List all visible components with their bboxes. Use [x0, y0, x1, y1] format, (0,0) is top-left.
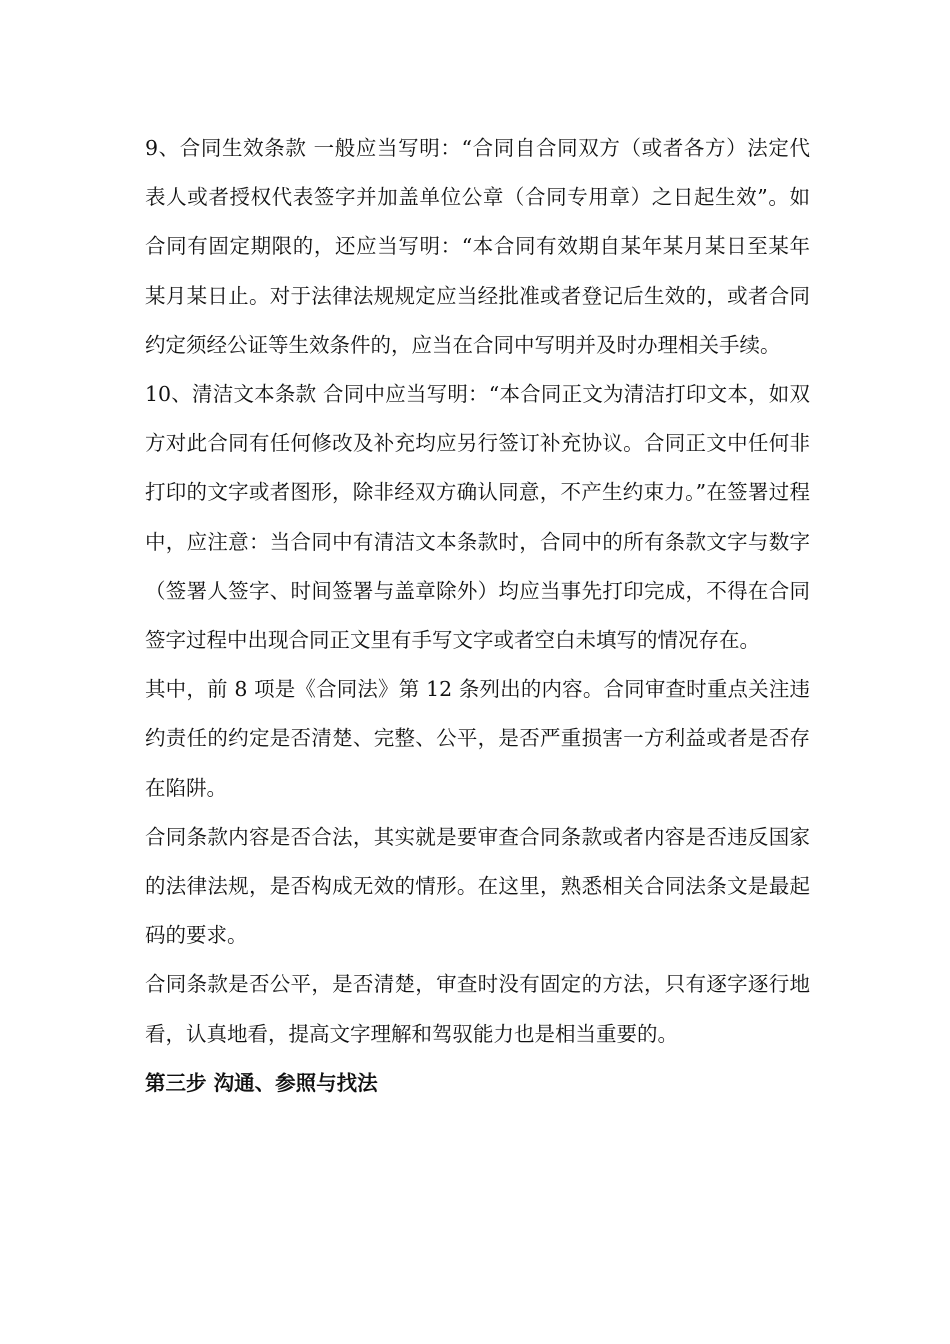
- document-body: [145, 124, 810, 1108]
- section-heading-step-three: 第三步 沟通、参照与找法: [145, 1070, 378, 1095]
- paragraph-fairness-review: 合同条款是否公平，是否清楚，审查时没有固定的方法，只有逐字逐行地看，认真地看，提高文字理解和驾驭能力也是相当重要的。: [145, 972, 810, 1046]
- paragraph-legality-review: 合同条款内容是否合法，其实就是要审查合同条款或者内容是否违反国家的法律法规，是否构成无效的情形。在这里，熟悉相关合同法条文是最起码的要求。: [145, 824, 810, 948]
- paragraph-effective-clause: 9、合同生效条款 一般应当写明：“合同自合同双方（或者各方）法定代表人或者授权代表签字并加盖单位公章（合同专用章）之日起生效”。如合同有固定期限的，还应当写明：“本合同有效期自某年某月某日至某年某月某日止。对于法律法规规定应当经批准或者登记后生效的，或者合同约定须经公证等生效条件的，应当在合同中写明并及时办理相关手续。: [145, 136, 810, 357]
- paragraph-clean-text-clause: 10、清洁文本条款 合同中应当写明：“本合同正文为清洁打印文本，如双方对此合同有任何修改及补充均应另行签订补充协议。合同正文中任何非打印的文字或者图形，除非经双方确认同意，不产生约束力。”在签署过程中，应注意：当合同中有清洁文本条款时，合同中的所有条款文字与数字（签署人签字、时间签署与盖章除外）均应当事先打印完成，不得在合同签字过程中出现合同正文里有手写文字或者空白未填写的情况存在。: [145, 382, 810, 653]
- paragraph-contract-law-items: 其中，前 8 项是《合同法》第 12 条列出的内容。合同审查时重点关注违约责任的约定是否清楚、完整、公平，是否严重损害一方利益或者是否存在陷阱。: [145, 677, 810, 800]
